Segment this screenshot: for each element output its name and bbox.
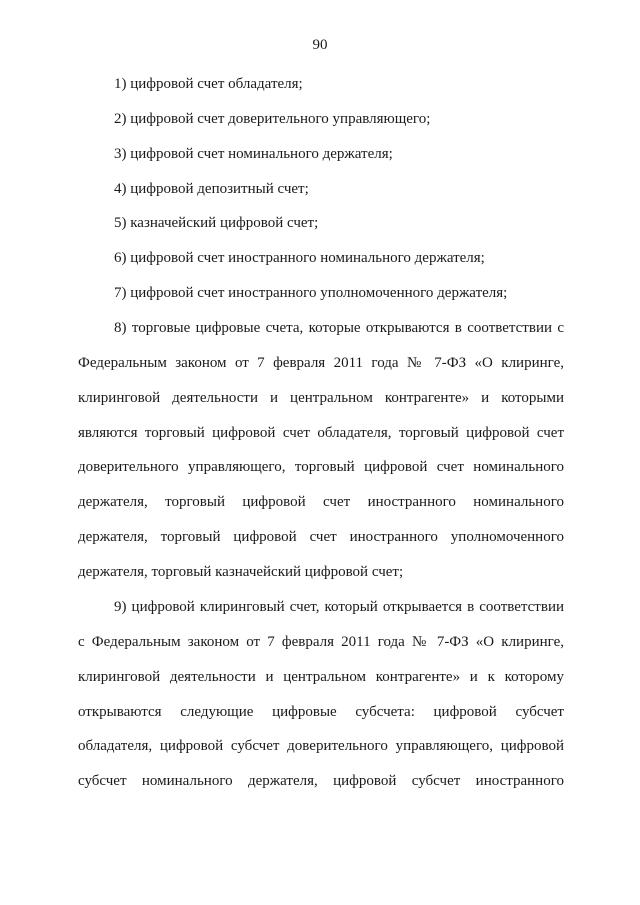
item9-line: с Федеральным законом от 7 февраля 2011 года № 7-ФЗ «О клиринге,: [78, 634, 564, 650]
item9-line: клиринговой деятельности и центральном контрагенте» и к которому: [78, 669, 564, 685]
page-number: 90: [312, 37, 328, 53]
item8-line: являются торговый цифровой счет обладателя, торговый цифровой счет: [78, 425, 564, 441]
item8-line: 8) торговые цифровые счета, которые открываются в соответствии с: [114, 320, 564, 336]
list-item-7: 7) цифровой счет иностранного уполномоченного держателя;: [114, 285, 508, 301]
item9-line: обладателя, цифровой субсчет доверительного управляющего, цифровой: [78, 738, 564, 754]
item8-line: держателя, торговый цифровой счет иностранного уполномоченного: [78, 529, 564, 545]
list-item-2: 2) цифровой счет доверительного управляющего;: [114, 111, 431, 127]
item8-line: держателя, торговый казначейский цифровой счет;: [78, 564, 404, 580]
list-item-3: 3) цифровой счет номинального держателя;: [114, 146, 393, 162]
item8-line: клиринговой деятельности и центральном контрагенте» и которыми: [78, 390, 564, 406]
list-item-5: 5) казначейский цифровой счет;: [114, 215, 319, 231]
item8-line: Федеральным законом от 7 февраля 2011 года № 7-ФЗ «О клиринге,: [78, 355, 564, 371]
list-item-1: 1) цифровой счет обладателя;: [114, 76, 303, 92]
list-item-4: 4) цифровой депозитный счет;: [114, 181, 309, 197]
item8-line: держателя, торговый цифровой счет иностранного номинального: [78, 494, 564, 510]
item9-line: открываются следующие цифровые субсчета: цифровой субсчет: [78, 704, 564, 720]
list-item-6: 6) цифровой счет иностранного номинального держателя;: [114, 250, 485, 266]
item9-line: 9) цифровой клиринговый счет, который открывается в соответствии: [114, 599, 564, 615]
item9-line: субсчет номинального держателя, цифровой субсчет иностранного: [78, 773, 564, 789]
item8-line: доверительного управляющего, торговый цифровой счет номинального: [78, 459, 564, 475]
